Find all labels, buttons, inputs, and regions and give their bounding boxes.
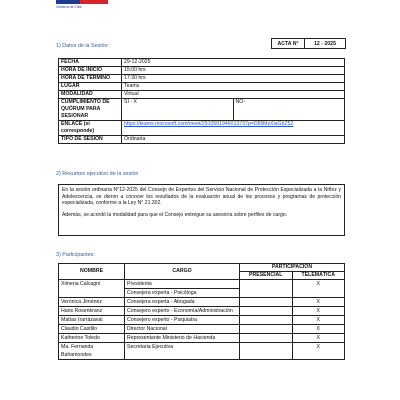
col-participacion: PARTICIPACIÓN	[240, 264, 345, 272]
termino-value: 17:30 hrs	[122, 75, 345, 83]
col-cargo: CARGO	[125, 264, 240, 280]
lugar-value: Teams	[122, 83, 345, 91]
quorum-label: CUMPLIMIENTO DE QUÓRUM PARA SESIONAR	[59, 99, 122, 121]
participant-cargo: Consejera experta - Abogada	[125, 298, 240, 307]
participant-name: Ma. Fernanda Bahamondes	[59, 343, 125, 360]
participant-telematica: X	[292, 298, 345, 307]
col-nombre: NOMBRE	[59, 264, 125, 280]
col-telematica: TELEMÁTICA	[292, 272, 345, 280]
teams-meeting-link[interactable]: https://teams.microsoft.com/meet/2910501946013737p=D8IlMzXlaGbZ52	[124, 121, 294, 127]
participant-presencial	[240, 316, 293, 325]
participant-presencial	[240, 280, 293, 298]
quorum-cell	[122, 99, 345, 121]
participant-name: Ximena Calcagni	[59, 280, 125, 298]
summary-paragraph-2: Además, se acordó la modalidad para que el Consejo entregue su asesoría sobre perfiles de cargo.	[62, 211, 288, 218]
table-row	[59, 59, 345, 67]
participant-cargo: Representante Ministerio de Hacienda	[125, 334, 240, 343]
participant-presencial	[240, 307, 293, 316]
table-row	[59, 325, 345, 334]
enlace-cell	[122, 121, 345, 136]
participant-cargo: Consejera experta - Psicóloga	[125, 289, 240, 298]
section-3-title: 3) Participantes:	[56, 252, 95, 258]
termino-label: HORA DE TÉRMINO	[59, 75, 122, 83]
table-row	[59, 99, 345, 121]
acta-value: 12 - 2025	[314, 40, 336, 47]
participant-telematica: X	[292, 316, 345, 325]
participant-telematica: X	[292, 325, 345, 334]
table-row	[59, 136, 345, 144]
modalidad-label: MODALIDAD	[59, 91, 122, 99]
participant-name: Matías Irarrázaval	[59, 316, 125, 325]
col-presencial: PRESENCIAL	[240, 272, 293, 280]
participant-cargo: Consejero experto - Economía/Administración	[125, 307, 240, 316]
participant-name: Verónica Jiménez	[59, 298, 125, 307]
participant-telematica: X	[292, 280, 345, 298]
enlace-label: ENLACE (si corresponde)	[59, 121, 122, 136]
acta-label: ACTA N°	[272, 39, 305, 48]
participant-telematica: X	[292, 307, 345, 316]
quorum-si: SI - X	[124, 99, 137, 105]
participants-table	[58, 263, 345, 360]
fecha-value: 29-12-2025	[122, 59, 345, 67]
section-2-title: 2) Resumen ejecutivo de la sesión	[56, 171, 139, 177]
participant-cargo: Consejero experto - Psiquiatra	[125, 316, 240, 325]
participant-name: Katherine Toledo	[59, 334, 125, 343]
participant-cargo: Director Nacional	[125, 325, 240, 334]
participant-presencial	[240, 298, 293, 307]
modalidad-value: Virtual	[122, 91, 345, 99]
table-row	[59, 298, 345, 307]
inicio-label: HORA DE INICIO	[59, 67, 122, 75]
participant-presencial	[240, 334, 293, 343]
tipo-value: Ordinaria	[122, 136, 345, 144]
participant-presencial	[240, 325, 293, 334]
fecha-label: FECHA	[59, 59, 122, 67]
session-data-table	[58, 58, 345, 144]
logo-text: Gobierno de Chile	[56, 5, 82, 9]
gobierno-logo	[56, 0, 128, 20]
participant-name: Claudio Castillo	[59, 325, 125, 334]
participant-cargo: Presidenta	[125, 280, 240, 289]
participant-telematica: X	[292, 334, 345, 343]
table-row	[59, 121, 345, 136]
table-row	[59, 67, 345, 75]
quorum-no: NO-	[233, 99, 345, 120]
participant-cargo: Secretaria Ejecutiva	[125, 343, 240, 360]
inicio-value: 15:00 hrs	[122, 67, 345, 75]
logo-red-bar	[80, 0, 108, 4]
section-1-title: 1) Datos de la Sesión:	[56, 43, 110, 49]
participant-telematica: X	[292, 343, 345, 360]
table-row	[59, 307, 345, 316]
tipo-label: TIPO DE SESIÓN	[59, 136, 122, 144]
table-row	[59, 316, 345, 325]
table-header-row	[59, 264, 345, 272]
logo-blue-bar	[56, 0, 80, 4]
table-row	[59, 83, 345, 91]
table-row	[59, 280, 345, 289]
table-row	[59, 334, 345, 343]
participant-name: Hans Rosenkranz	[59, 307, 125, 316]
table-row	[59, 75, 345, 83]
executive-summary	[58, 184, 345, 236]
lugar-label: LUGAR	[59, 83, 122, 91]
summary-paragraph-1: En la sesión ordinaria N°12-2025 del Consejo de Expertos del Servicio Nacional de Protección Especializada a la Niñez y Adolescencia, se dieron a conocer los resultados de la evaluación anual de los procesos y programas de protección especializada, conforme a la Ley N° 21.302.	[62, 187, 341, 207]
participant-presencial	[240, 343, 293, 360]
acta-number-box	[271, 38, 346, 49]
table-row	[59, 343, 345, 360]
table-row	[59, 91, 345, 99]
